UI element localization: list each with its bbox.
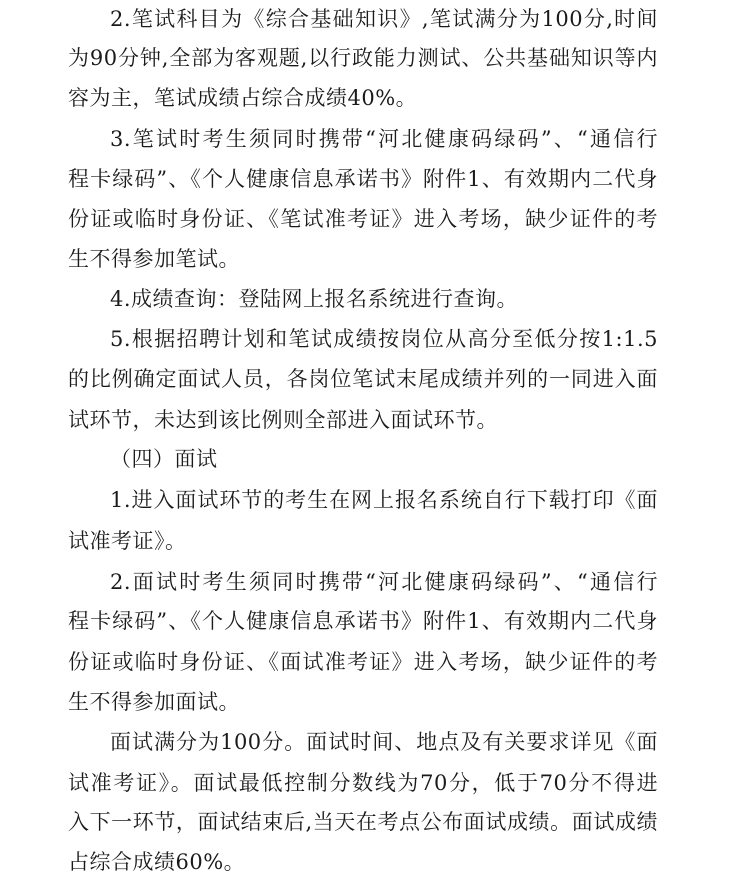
text-line: 的比例确定面试人员，各岗位笔试末尾成绩并列的一同进入面 xyxy=(68,367,658,391)
text-line: 4.成绩查询：登陆网上报名系统进行查询。 xyxy=(110,287,519,311)
section-heading: （四）面试 xyxy=(110,447,218,471)
text-line: 1.进入面试环节的考生在网上报名系统自行下载打印《面 xyxy=(110,488,658,512)
text-line: 5.根据招聘计划和笔试成绩按岗位从高分至低分按1:1.5 xyxy=(110,327,658,351)
text-line: 2.面试时考生须同时携带“河北健康码绿码”、“通信行 xyxy=(110,570,658,594)
text-line: 为90分钟,全部为客观题,以行政能力测试、公共基础知识等内 xyxy=(68,46,658,70)
text-line: 2.笔试科目为《综合基础知识》,笔试满分为100分,时间 xyxy=(110,7,658,31)
text-line: 试准考证》。面试最低控制分数线为70分，低于70分不得进 xyxy=(68,771,658,795)
text-line: 试准考证》。 xyxy=(68,529,187,553)
text-line: 面试满分为100分。面试时间、地点及有关要求详见《面 xyxy=(110,730,658,754)
text-line: 程卡绿码”、《个人健康信息承诺书》附件1、有效期内二代身 xyxy=(68,609,658,633)
text-line: 生不得参加面试。 xyxy=(68,690,240,714)
text-line: 占综合成绩60%。 xyxy=(68,850,246,874)
text-line: 试环节，未达到该比例则全部进入面试环节。 xyxy=(68,408,498,432)
text-line: 份证或临时身份证、《面试准考证》进入考场，缺少证件的考 xyxy=(68,650,658,674)
text-line: 生不得参加笔试。 xyxy=(68,247,240,271)
text-line: 份证或临时身份证、《笔试准考证》进入考场，缺少证件的考 xyxy=(68,207,658,231)
text-line: 容为主，笔试成绩占综合成绩40%。 xyxy=(68,86,418,110)
text-line: 入下一环节，面试结束后,当天在考点公布面试成绩。面试成绩 xyxy=(68,810,658,834)
text-line: 程卡绿码”、《个人健康信息承诺书》附件1、有效期内二代身 xyxy=(68,167,658,191)
text-line: 3.笔试时考生须同时携带“河北健康码绿码”、“通信行 xyxy=(110,127,658,151)
